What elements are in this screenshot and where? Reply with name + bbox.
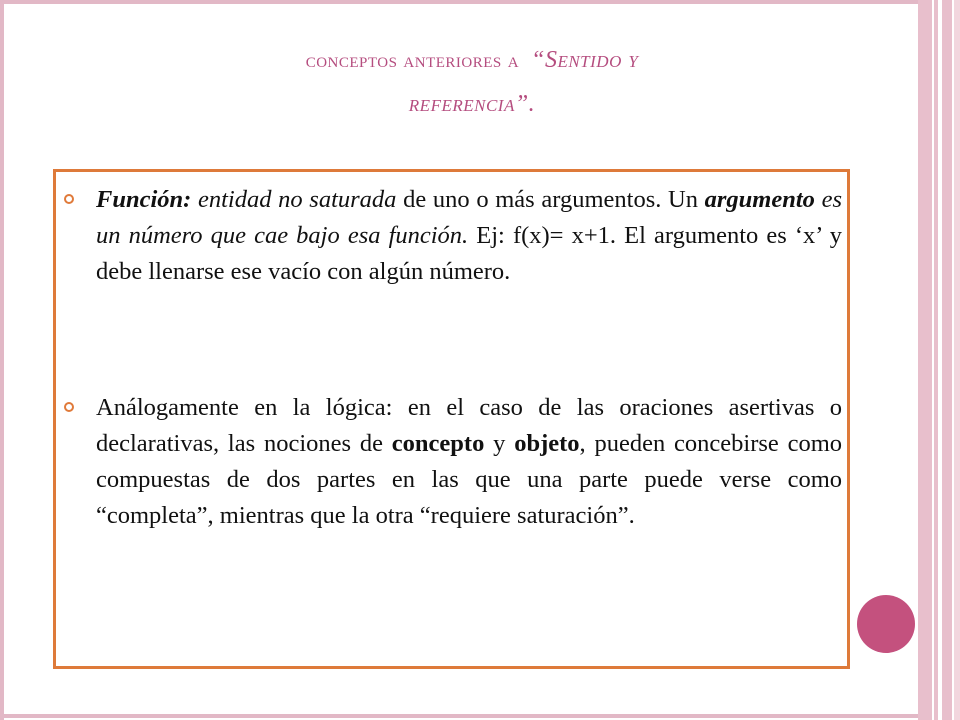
stripe bbox=[942, 0, 952, 720]
term-objeto: objeto bbox=[514, 430, 580, 457]
stripe bbox=[954, 0, 960, 720]
frame-top-line bbox=[0, 0, 920, 4]
title-text-b: “Sentido y bbox=[531, 47, 639, 73]
content-box bbox=[53, 169, 850, 669]
phrase-entidad: entidad no saturada bbox=[197, 186, 397, 213]
text: Análogamente en la lógica: en el caso de las oraciones asertivas o declarativas, las nociones de bbox=[96, 394, 842, 457]
term-funcion: Función: bbox=[96, 186, 192, 213]
term-argumento: argumento bbox=[704, 186, 815, 213]
decorative-circle bbox=[857, 595, 915, 653]
bullet-item bbox=[96, 182, 842, 290]
slide-title bbox=[92, 38, 852, 126]
bullet-item bbox=[96, 390, 842, 534]
title-line-2 bbox=[92, 82, 852, 126]
phrase-definition: es un número que cae bajo esa función. bbox=[96, 186, 843, 249]
title-text-a: conceptos anteriores a bbox=[305, 47, 520, 72]
title-text-c: referencia”. bbox=[408, 91, 536, 117]
stripe bbox=[934, 0, 938, 720]
text: y bbox=[493, 430, 506, 457]
frame-left-line bbox=[0, 0, 4, 720]
bullet-circle-icon bbox=[64, 194, 74, 204]
text: , pueden concebirse como compuestas de dos partes en las que una parte puede verse como “completa”, mientras que la otra “requiere saturación”. bbox=[96, 430, 843, 529]
term-concepto: concepto bbox=[391, 430, 485, 457]
bullet-circle-icon bbox=[64, 402, 74, 412]
text: de uno o más argumentos. Un bbox=[403, 186, 698, 213]
text: Ej: f(x)= x+1. El argumento es ‘x’ y debe llenarse ese vacío con algún número. bbox=[96, 222, 842, 285]
frame-bottom-line bbox=[0, 714, 920, 718]
title-line-1 bbox=[92, 38, 852, 82]
stripe bbox=[918, 0, 932, 720]
decorative-stripes bbox=[918, 0, 960, 720]
